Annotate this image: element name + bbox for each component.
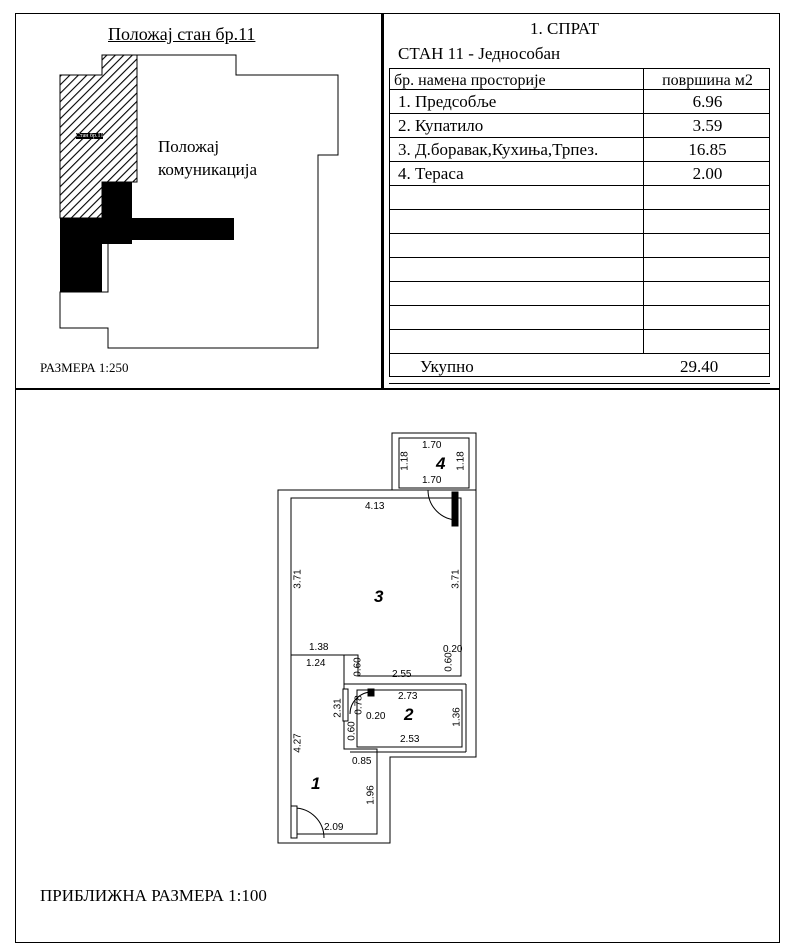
room-area: 3.59	[692, 116, 723, 135]
dim-living-right: 3.71	[450, 569, 462, 589]
terrace-outer	[278, 433, 476, 490]
room-number-4: 4	[436, 454, 446, 473]
dim-bath-bottom: 2.53	[400, 734, 420, 745]
total-label: Укупно	[420, 357, 474, 376]
dim-bath-door: 0.78	[353, 695, 365, 715]
dim-entry: 2.09	[324, 822, 344, 833]
dim-wall-06-c: 0.60	[346, 721, 358, 741]
floor-label: 1. СПРАТ	[530, 19, 600, 38]
dim-hall-step: 0.85	[352, 756, 372, 767]
location-title: Положај стан бр.11	[108, 24, 256, 44]
room-name: 3. Д.боравак,Кухиња,Трпез.	[390, 138, 644, 161]
location-scale: РАЗМЕРА 1:250	[40, 360, 129, 375]
dim-bath-wall: 0.20	[366, 711, 386, 722]
room-area: 2.00	[692, 164, 723, 183]
room-name: 1. Предсобље	[390, 90, 644, 113]
unit-tag: Стан бр.11	[76, 133, 104, 139]
dim-living-bottom-right: 0.20	[443, 644, 463, 655]
dim-wall-06-b: 0.60	[443, 652, 455, 672]
hall-outline	[291, 655, 377, 834]
plan-scale: ПРИБЛИЖНА РАЗМЕРА 1:100	[40, 886, 267, 905]
dim-bath-top: 2.73	[398, 691, 418, 702]
dim-bath-height-left: 2.31	[332, 698, 344, 718]
dim-hall-left: 4.27	[292, 733, 304, 753]
dim-living-left: 3.71	[292, 569, 304, 589]
dim-living-top: 4.13	[365, 501, 385, 512]
total-value: 29.40	[680, 357, 719, 376]
dim-hall-span: 2.55	[392, 669, 412, 680]
room-area: 6.96	[692, 92, 723, 111]
apartment-label: СТАН 11 - Једнособан	[398, 44, 561, 63]
column-header-area: површина м2	[662, 72, 753, 89]
dim-wall-06-a: 0.60	[352, 657, 364, 677]
dim-terrace-bottom: 1.70	[422, 475, 442, 486]
communication-label: Положај	[158, 137, 220, 156]
dim-bath-right: 1.36	[451, 707, 463, 727]
room-number-1: 1	[311, 774, 321, 793]
dim-living-bottom-left: 1.38	[309, 642, 329, 653]
room-number-3: 3	[374, 587, 384, 606]
dim-terrace-left: 1.18	[399, 451, 411, 471]
room-number-2: 2	[404, 705, 414, 724]
dim-terrace-right: 1.18	[455, 451, 467, 471]
communication-label-2: комуникација	[158, 160, 258, 179]
column-header-room: бр. намена просторије	[390, 69, 644, 89]
dim-hall-right: 1.96	[365, 785, 377, 805]
room-name: 4. Тераса	[390, 162, 644, 185]
room-name: 2. Купатило	[390, 114, 644, 137]
room-area: 16.85	[688, 140, 727, 159]
dim-terrace-top: 1.70	[422, 440, 442, 451]
dim-hall-top: 1.24	[306, 658, 326, 669]
